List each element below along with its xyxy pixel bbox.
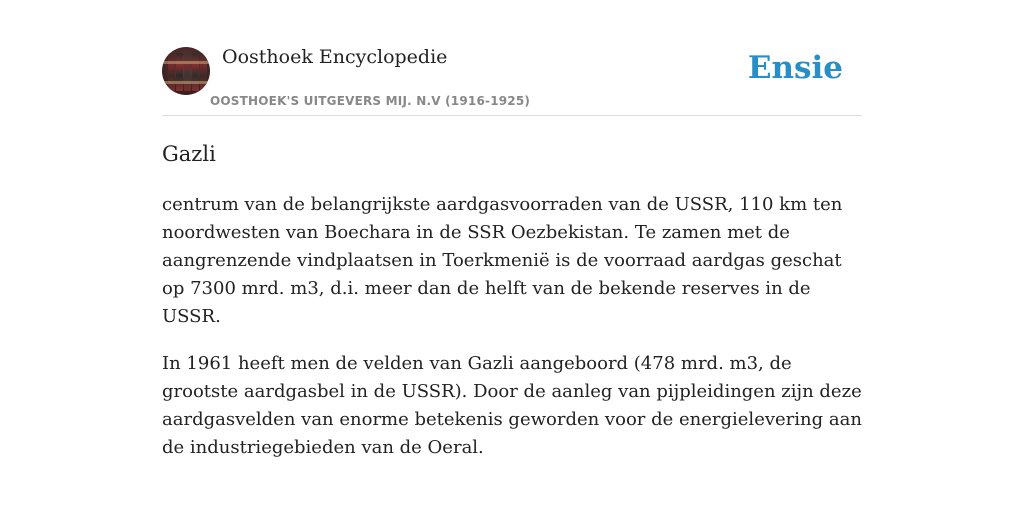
article-card bbox=[162, 40, 862, 462]
source-header bbox=[162, 40, 862, 116]
article-paragraph: centrum van de belangrijkste aardgasvoorraden van de USSR, 110 km ten noordwesten van Boechara in de SSR Oezbekistan. Te zamen met de aangrenzende vindplaatsen in Toerkmenië is de voorraad aardgas geschat op 7300 mrd. m3, d.i. meer dan de helft van de bekende reserves in de USSR. bbox=[162, 194, 843, 327]
article-paragraph: In 1961 heeft men de velden van Gazli aangeboord (478 mrd. m3, de grootste aardgasbel in de USSR). Door de aanleg van pijpleidingen zijn deze aardgasvelden van enorme betekenis geworden voor de energielevering aan de industriegebieden van de Oeral. bbox=[162, 353, 862, 458]
publisher-label: OOSTHOEK'S UITGEVERS MIJ. N.V (1916-1925) bbox=[210, 94, 531, 108]
encyclopedia-books-icon[interactable] bbox=[162, 47, 210, 95]
article-title: Gazli bbox=[162, 142, 216, 166]
source-title-link[interactable]: Oosthoek Encyclopedie bbox=[222, 46, 448, 68]
ensie-logo[interactable]: Ensie bbox=[747, 50, 843, 86]
